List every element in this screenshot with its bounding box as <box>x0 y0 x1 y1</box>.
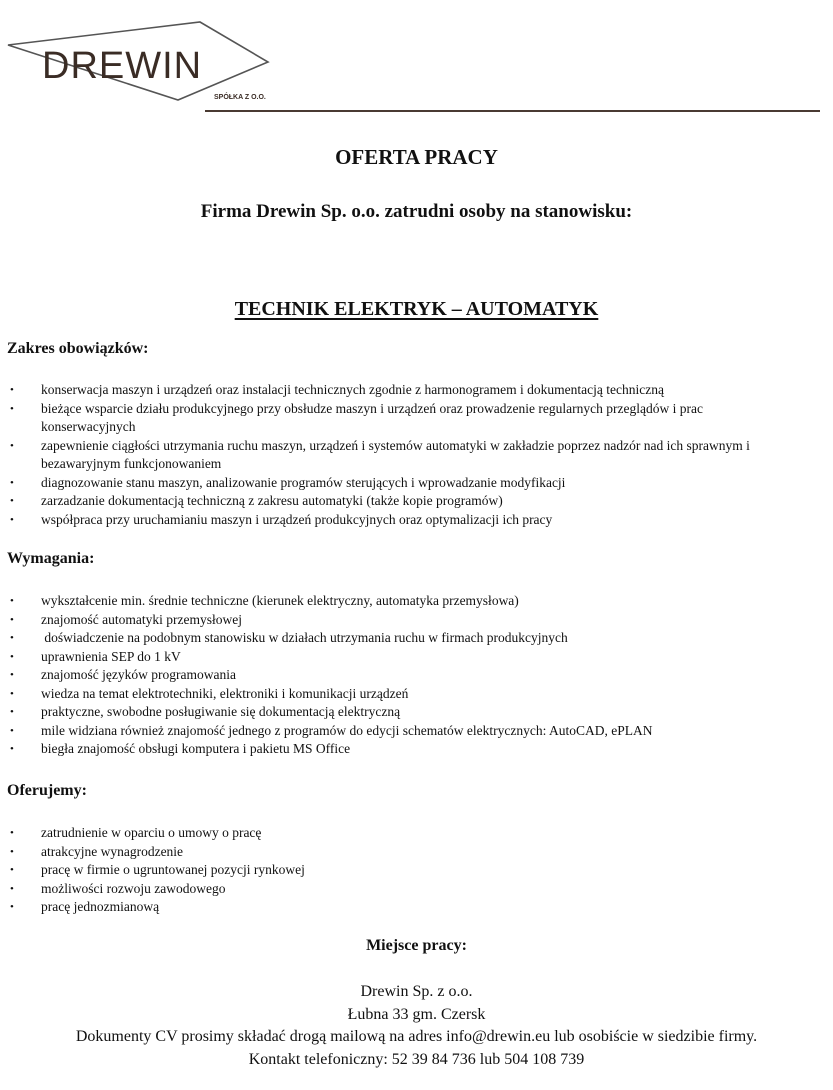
company-logo <box>0 0 833 120</box>
list-item <box>0 898 800 917</box>
requirements-heading: Wymagania: <box>7 550 95 567</box>
bullet-icon: • <box>10 650 14 663</box>
bullet-icon: • <box>10 901 14 913</box>
bullet-icon: • <box>10 687 14 700</box>
bullet-icon: • <box>10 513 14 526</box>
list-item-text: praktyczne, swobodne posługiwanie się dokumentacją elektryczną <box>41 704 401 719</box>
bullet-icon: • <box>10 669 14 681</box>
list-item <box>0 437 800 474</box>
list-item <box>0 511 800 530</box>
header-divider <box>205 110 820 112</box>
list-item-text: wykształcenie min. średnie techniczne (kierunek elektryczny, automatyka przemysłowa) <box>41 593 519 608</box>
list-item <box>0 474 800 493</box>
list-item <box>0 703 800 722</box>
logo-subtitle: SPÓŁKA Z O.O. <box>214 94 266 101</box>
bullet-icon: • <box>10 476 14 489</box>
list-item <box>0 861 800 880</box>
bullet-icon: • <box>10 882 14 895</box>
list-item <box>0 400 800 437</box>
bullet-icon: • <box>10 845 14 858</box>
workplace-heading: Miejsce pracy: <box>366 937 467 954</box>
list-item-text: pracę jednozmianową <box>41 899 160 914</box>
list-item-text: doświadczenie na podobnym stanowisku w działach utrzymania ruchu w firmach produkcyjnych <box>41 630 568 645</box>
list-item-text: atrakcyjne wynagrodzenie <box>41 843 184 859</box>
list-item <box>0 685 800 704</box>
list-item <box>0 824 800 843</box>
list-item-text: zarzadzanie dokumentacją techniczną z zakresu automatyki (także kopie programów) <box>41 493 503 508</box>
list-item-text: uprawnienia SEP do 1 kV <box>41 648 181 664</box>
company-name: Drewin Sp. z o.o. <box>360 983 473 1000</box>
list-item <box>0 381 800 400</box>
list-item <box>0 722 800 741</box>
list-item-text: pracę w firmie o ugruntowanej pozycji rynkowej <box>41 862 305 877</box>
list-item-text: diagnozowanie stanu maszyn, analizowanie programów sterujących i wprowadzanie modyfikacji <box>41 474 566 490</box>
bullet-icon: • <box>10 706 14 718</box>
bullet-icon: • <box>10 402 14 415</box>
list-item <box>0 880 800 899</box>
list-item <box>0 740 800 759</box>
list-item-text: możliwości rozwoju zawodowego <box>41 880 226 896</box>
contact-footer <box>0 981 833 1071</box>
list-item <box>0 843 800 862</box>
list-item-text: wiedza na temat elektrotechniki, elektroniki i komunikacji urządzeń <box>41 685 409 701</box>
list-item-text: znajomość języków programowania <box>41 667 236 682</box>
requirements-list <box>0 592 800 759</box>
list-item-text: znajomość automatyki przemysłowej <box>41 611 242 627</box>
offer-title: OFERTA PRACY <box>335 145 498 169</box>
list-item-text: zapewnienie ciągłości utrzymania ruchu maszyn, urządzeń i systemów automatyki w zakładzie poprzez nadzór nad ich sprawnym i bezawaryjnym funkcjonowaniem <box>41 437 750 471</box>
offer-heading: Oferujemy: <box>7 782 87 799</box>
cv-instructions: Dokumenty CV prosimy składać drogą mailową na adres info@drewin.eu lub osobiście w siedzibie firmy. <box>75 1028 758 1045</box>
logo-brand: DREWIN <box>42 45 203 87</box>
company-address: Łubna 33 gm. Czersk <box>347 1005 486 1023</box>
logo-graphic <box>0 0 833 120</box>
bullet-icon: • <box>10 864 14 876</box>
list-item-text: zatrudnienie w oparciu o umowy o pracę <box>41 825 262 840</box>
position-title-text: TECHNIK ELEKTRYK – AUTOMATYK <box>234 298 599 320</box>
intro-line: Firma Drewin Sp. o.o. zatrudni osoby na stanowisku: <box>200 201 633 222</box>
bullet-icon: • <box>10 724 14 737</box>
duties-list <box>0 381 800 529</box>
bullet-icon: • <box>10 384 14 396</box>
bullet-icon: • <box>10 495 14 507</box>
bullet-icon: • <box>10 439 14 452</box>
bullet-icon: • <box>10 595 14 607</box>
list-item <box>0 629 800 648</box>
duties-heading: Zakres obowiązków: <box>7 340 149 357</box>
bullet-icon: • <box>10 632 14 644</box>
list-item <box>0 648 800 667</box>
offer-list <box>0 824 800 917</box>
bullet-icon: • <box>10 827 14 839</box>
list-item <box>0 592 800 611</box>
list-item-text: mile widziana również znajomość jednego z programów do edycji schematów elektrycznych: AutoCAD, ePLAN <box>41 722 653 738</box>
contact-phone: Kontakt telefoniczny: 52 39 84 736 lub 504 108 739 <box>248 1050 585 1068</box>
list-item-text: bieżące wsparcie działu produkcyjnego przy obsłudze maszyn i urządzeń oraz prowadzenie regularnych przeglądów i prac konserwacyjnych <box>41 400 703 434</box>
bullet-icon: • <box>10 743 14 755</box>
list-item <box>0 666 800 685</box>
list-item-text: współpraca przy uruchamianiu maszyn i urządzeń produkcyjnych oraz optymalizacji ich pracy <box>41 511 553 527</box>
list-item-text: konserwacja maszyn i urządzeń oraz instalacji technicznych zgodnie z harmonogramem i dokumentacją techniczną <box>41 382 664 397</box>
list-item <box>0 492 800 511</box>
list-item-text: biegła znajomość obsługi komputera i pakietu MS Office <box>41 741 351 756</box>
bullet-icon: • <box>10 613 14 626</box>
list-item <box>0 611 800 630</box>
position-title <box>0 298 833 321</box>
